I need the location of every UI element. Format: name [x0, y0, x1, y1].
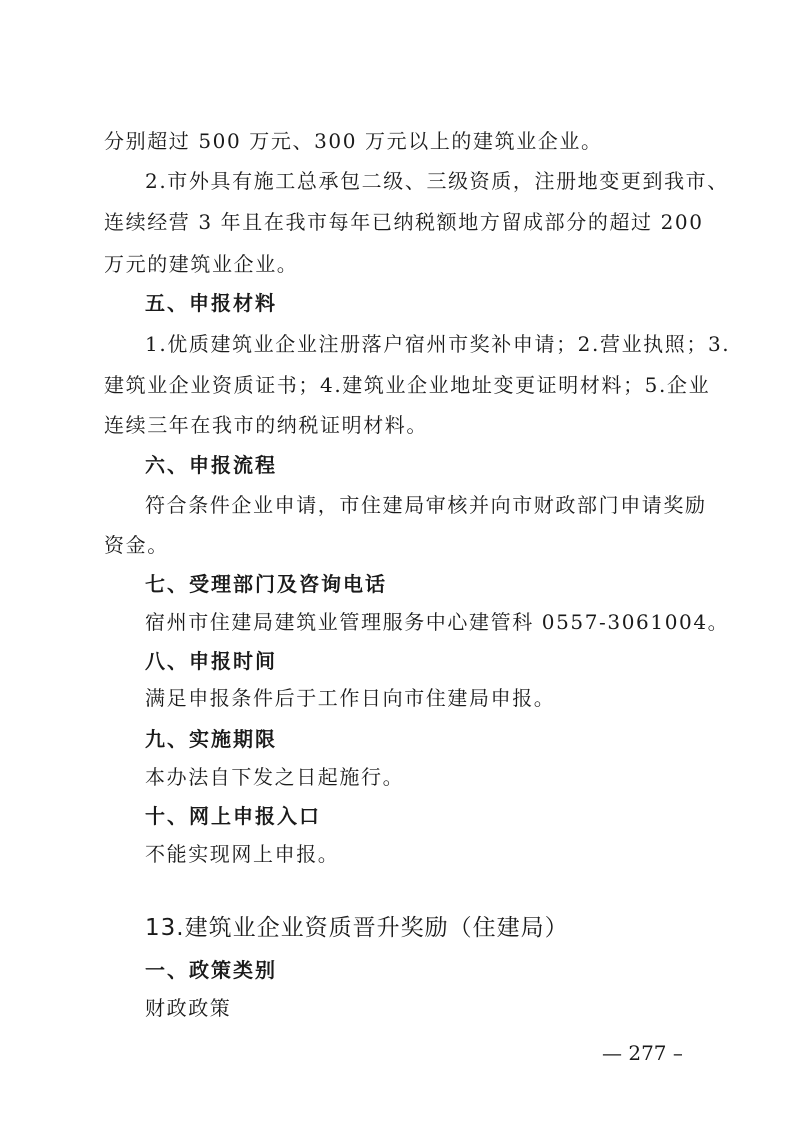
policy-title: 13.建筑业企业资质晋升奖励（住建局）	[145, 915, 569, 941]
paragraph-line: 连续经营 3 年且在我市每年已纳税额地方留成部分的超过 200	[104, 210, 704, 234]
paragraph-line: 连续三年在我市的纳税证明材料。	[104, 413, 428, 437]
paragraph-line: 宿州市住建局建筑业管理服务中心建管科 0557-3061004。	[145, 610, 730, 634]
paragraph-line: 符合条件企业申请，市住建局审核并向市财政部门申请奖励	[145, 493, 707, 517]
section-heading: 九、实施期限	[145, 727, 277, 751]
page-number: — 277 –	[602, 1041, 683, 1065]
paragraph-line: 1.优质建筑业企业注册落户宿州市奖补申请；2.营业执照；3.	[145, 332, 731, 356]
paragraph-line: 建筑业企业资质证书；4.建筑业企业地址变更证明材料；5.企业	[104, 373, 711, 397]
paragraph-line: 财政政策	[145, 996, 232, 1020]
paragraph-line: 本办法自下发之日起施行。	[145, 765, 405, 789]
section-heading: 十、网上申报入口	[145, 804, 321, 828]
paragraph-line: 满足申报条件后于工作日向市住建局申报。	[145, 686, 556, 710]
paragraph-line: 分别超过 500 万元、300 万元以上的建筑业企业。	[104, 129, 603, 153]
paragraph-line: 不能实现网上申报。	[145, 842, 340, 866]
section-heading: 八、申报时间	[145, 649, 277, 673]
section-heading: 一、政策类别	[145, 958, 277, 982]
paragraph-line: 2.市外具有施工总承包二级、三级资质，注册地变更到我市、	[145, 169, 729, 193]
section-heading: 七、受理部门及咨询电话	[145, 572, 387, 596]
paragraph-line: 万元的建筑业企业。	[104, 252, 299, 276]
section-heading: 六、申报流程	[145, 453, 277, 477]
section-heading: 五、申报材料	[145, 291, 277, 315]
paragraph-line: 资金。	[104, 533, 169, 557]
